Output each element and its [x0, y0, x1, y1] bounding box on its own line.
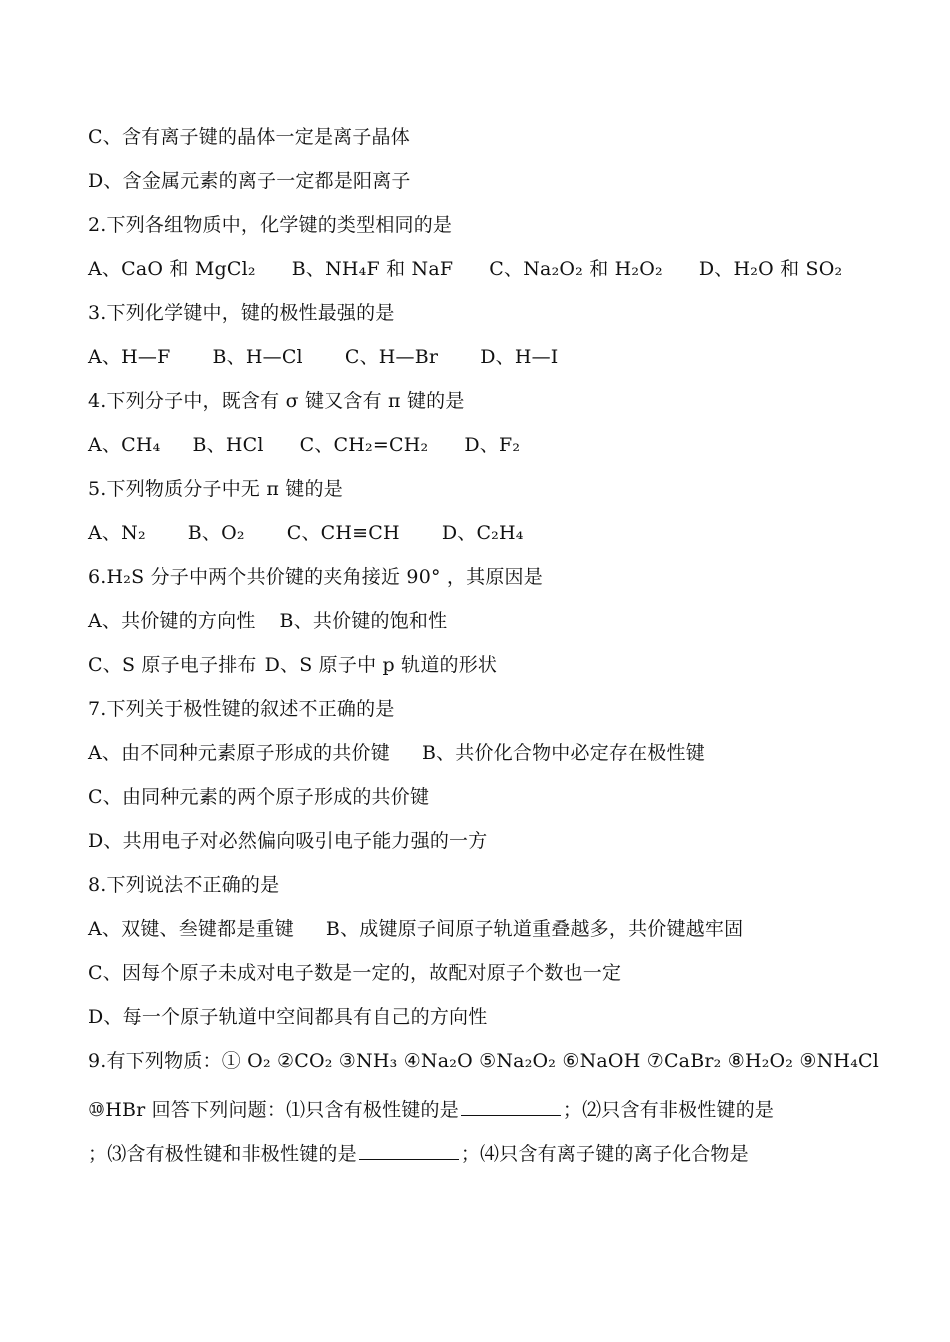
text-line: C、由同种元素的两个原子形成的共价键 — [88, 786, 430, 808]
answer-option: C、H—Br — [344, 346, 439, 368]
text-line: 2.下列各组物质中，化学键的类型相同的是 — [88, 214, 453, 236]
answer-option: C、CH≡CH — [286, 522, 400, 544]
answer-option: A、CaO 和 MgCl₂ — [88, 258, 256, 280]
answer-option: A、由不同种元素原子形成的共价键 — [88, 742, 390, 764]
question-text: ；⑶含有极性键和非极性键的是 — [88, 1143, 357, 1165]
text-line: 4.下列分子中，既含有 σ 键又含有 π 键的是 — [88, 390, 465, 412]
text-line: 5.下列物质分子中无 π 键的是 — [88, 478, 343, 500]
answer-option: B、HCl — [192, 434, 264, 456]
answer-option: A、共价键的方向性 — [88, 610, 256, 632]
text-line — [88, 520, 524, 546]
answer-option: D、F₂ — [464, 434, 521, 456]
answer-option: D、C₂H₄ — [441, 522, 524, 544]
answer-option: B、O₂ — [187, 522, 245, 544]
answer-option: A、H—F — [88, 346, 171, 368]
text-line — [88, 344, 559, 370]
answer-option: B、H—Cl — [212, 346, 303, 368]
text-line: D、共用电子对必然偏向吸引电子能力强的一方 — [88, 830, 488, 852]
text-line — [88, 740, 705, 766]
question-text: ⑩HBr 回答下列问题：⑴只含有极性键的是 — [88, 1099, 459, 1121]
text-line — [88, 652, 497, 678]
answer-option: B、共价键的饱和性 — [279, 610, 448, 632]
answer-option: B、共价化合物中必定存在极性键 — [421, 742, 705, 764]
text-line — [88, 1097, 774, 1123]
text-line — [88, 916, 743, 942]
answer-option: B、成键原子间原子轨道重叠越多，共价键越牢固 — [325, 918, 744, 940]
answer-blank[interactable] — [461, 1097, 561, 1116]
answer-option: B、NH₄F 和 NaF — [291, 258, 454, 280]
answer-option: A、N₂ — [88, 522, 146, 544]
answer-option: A、CH₄ — [88, 434, 161, 456]
answer-option: C、CH₂=CH₂ — [299, 434, 429, 456]
answer-option: C、Na₂O₂ 和 H₂O₂ — [489, 258, 663, 280]
answer-option: D、H—I — [480, 346, 559, 368]
text-line — [88, 1141, 749, 1167]
text-line: 8.下列说法不正确的是 — [88, 874, 280, 896]
answer-option: A、双键、叁键都是重键 — [88, 918, 294, 940]
answer-option: D、S 原子中 p 轨道的形状 — [264, 654, 498, 676]
text-line: 7.下列关于极性键的叙述不正确的是 — [88, 698, 395, 720]
text-line: 6.H₂S 分子中两个共价键的夹角接近 90° ，其原因是 — [88, 566, 543, 588]
answer-option: C、S 原子电子排布 — [88, 654, 257, 676]
text-line: 9.有下列物质：① O₂ ②CO₂ ③NH₃ ④Na₂O ⑤Na₂O₂ ⑥NaOH ⑦CaBr₂ ⑧H₂O₂ ⑨NH₄Cl — [88, 1050, 880, 1072]
text-line — [88, 432, 520, 458]
text-line — [88, 608, 447, 634]
answer-option: D、H₂O 和 SO₂ — [698, 258, 843, 280]
text-line: C、含有离子键的晶体一定是离子晶体 — [88, 126, 410, 148]
text-line: D、含金属元素的离子一定都是阳离子 — [88, 170, 411, 192]
question-text: ；⑷只含有离子键的离子化合物是 — [460, 1143, 749, 1165]
text-line: 3.下列化学键中，键的极性最强的是 — [88, 302, 395, 324]
text-line: D、每一个原子轨道中空间都具有自己的方向性 — [88, 1006, 488, 1028]
question-text: ；⑵只含有非极性键的是 — [562, 1099, 775, 1121]
text-line: C、因每个原子未成对电子数是一定的，故配对原子个数也一定 — [88, 962, 622, 984]
answer-blank[interactable] — [359, 1141, 459, 1160]
text-line — [88, 256, 842, 282]
